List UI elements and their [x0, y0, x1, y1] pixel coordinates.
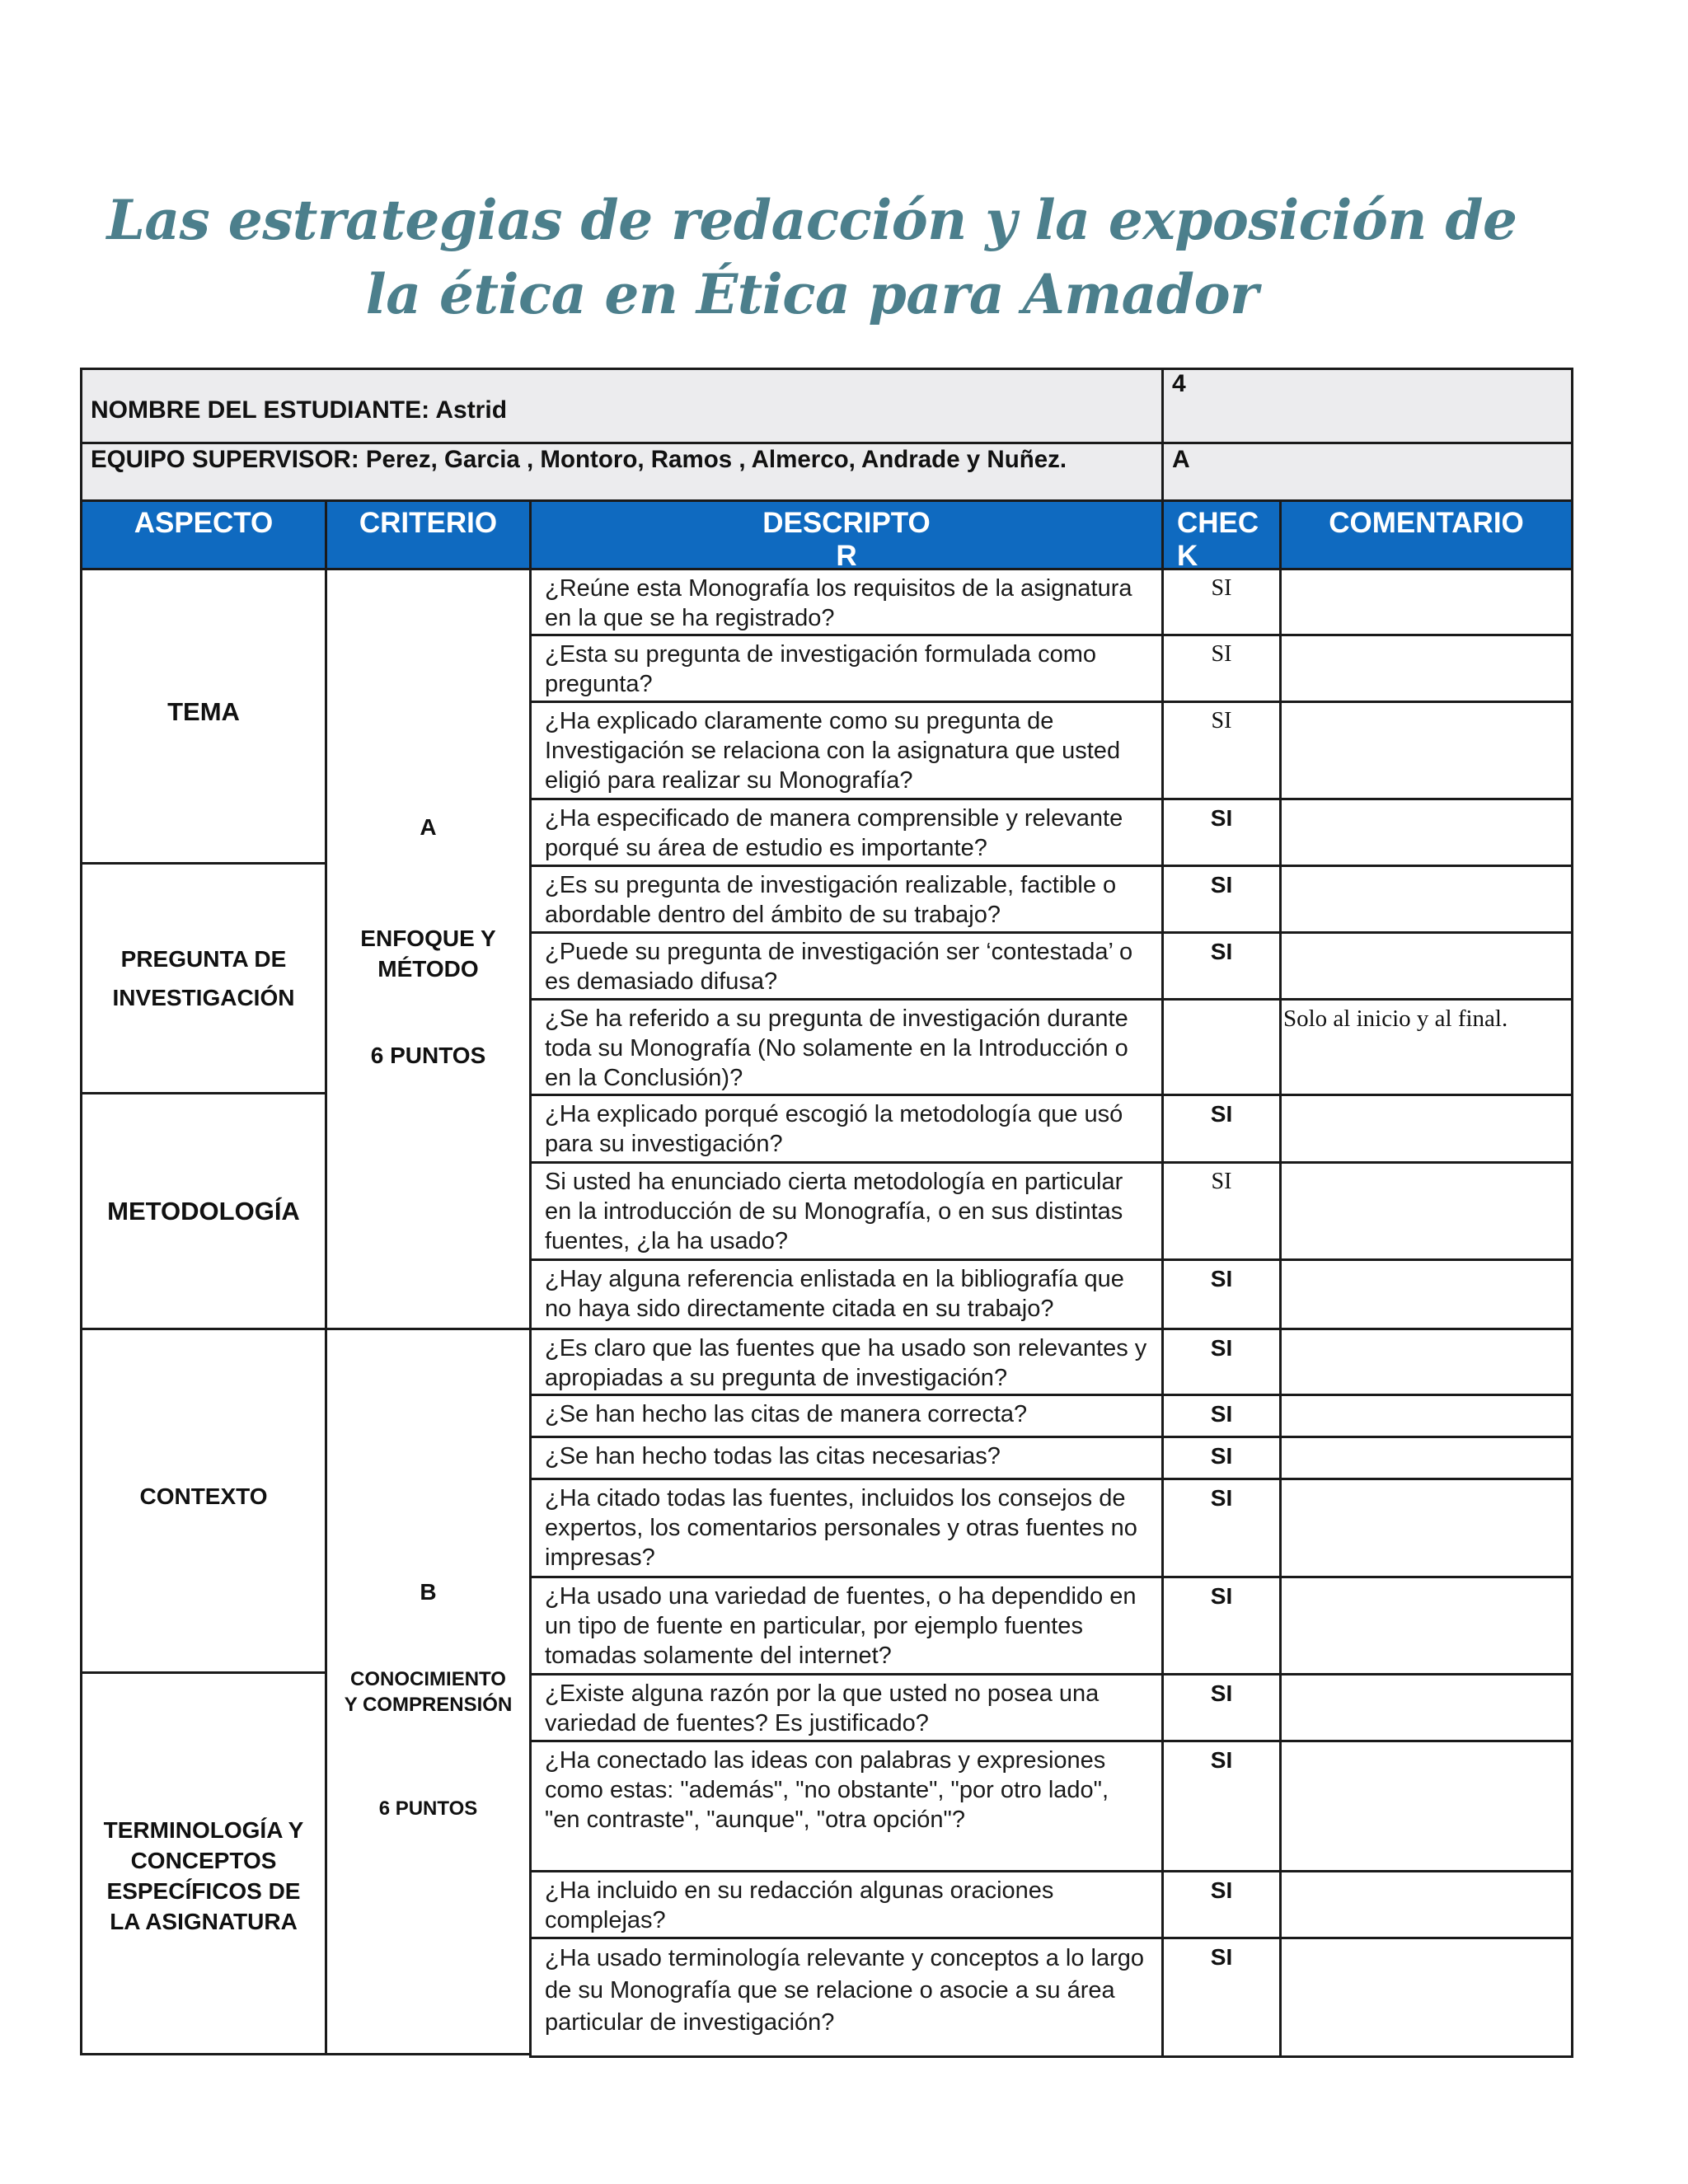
criterion-b-letter: B [420, 1579, 437, 1605]
descriptor-text: ¿Es su pregunta de investigación realizable, factible o abordable dentro del ámbito de su trabajo? [545, 872, 1117, 928]
comment-cell [1279, 1740, 1573, 1872]
aspect-tema [80, 568, 327, 865]
comment-cell [1279, 1478, 1573, 1578]
aspect-pregunta [80, 862, 327, 1094]
criterion-a-name-line-1: ENFOQUE Y [360, 926, 496, 951]
check-value: SI [1210, 1944, 1233, 1970]
descriptor-text: ¿Puede su pregunta de investigación ser ‘contestada’ o es demasiado difusa? [545, 939, 1133, 995]
aspect-terminologia-line-3: ESPECÍFICOS DE [106, 1878, 301, 1904]
descriptor-cell [529, 1161, 1164, 1261]
header-check-line-2: K [1177, 540, 1198, 570]
comment-cell [1279, 1673, 1573, 1742]
descriptor-cell [529, 1870, 1164, 1939]
check-cell [1161, 1478, 1282, 1578]
header-comentario-label: COMENTARIO [1329, 507, 1524, 539]
check-cell [1161, 1094, 1282, 1164]
descriptor-cell [529, 998, 1164, 1096]
descriptor-text: ¿Ha citado todas las fuentes, incluidos los consejos de expertos, los comentarios personales y otras fuentes no impresas? [545, 1485, 1137, 1571]
check-value: SI [1210, 1747, 1233, 1773]
descriptor-cell [529, 1436, 1164, 1480]
comment-cell [1279, 1328, 1573, 1396]
descriptor-text: ¿Ha especificado de manera comprensible y relevante porqué su área de estudio es importante? [545, 805, 1123, 861]
check-value: SI [1210, 1101, 1233, 1127]
student-value: 4 [1172, 370, 1186, 397]
criterion-a-name-line-2: MÉTODO [377, 956, 479, 982]
header-descriptor-line-2: R [836, 540, 857, 570]
check-value: SI [1210, 1443, 1233, 1469]
descriptor-cell [529, 798, 1164, 867]
check-cell [1161, 1740, 1282, 1872]
student-value-cell [1161, 368, 1573, 444]
check-value: SI [1210, 1266, 1233, 1291]
descriptor-cell [529, 1740, 1164, 1872]
check-value: SI [1210, 1485, 1233, 1511]
comment-cell [1279, 1161, 1573, 1261]
comment-cell [1279, 1937, 1573, 2058]
descriptor-text: ¿Existe alguna razón por la que usted no posea una variedad de fuentes? Es justificado? [545, 1680, 1100, 1736]
check-cell [1161, 568, 1282, 636]
aspect-metodologia-label: METODOLOGÍA [107, 1196, 300, 1226]
descriptor-text: ¿Esta su pregunta de investigación formulada como pregunta? [545, 641, 1096, 697]
check-cell [1161, 1937, 1282, 2058]
descriptor-cell [529, 568, 1164, 636]
descriptor-text: ¿Ha explicado porqué escogió la metodología que usó para su investigación? [545, 1101, 1123, 1157]
title-line-1: Las estrategias de redacción y la exposición de [106, 188, 1517, 252]
descriptor-cell [529, 1937, 1164, 2058]
descriptor-text: ¿Ha incluido en su redacción algunas oraciones complejas? [545, 1877, 1054, 1933]
aspect-contexto-label: CONTEXTO [139, 1483, 268, 1509]
aspect-tema-label: TEMA [167, 697, 240, 726]
header-check-line-1: CHEC [1177, 507, 1259, 539]
header-aspecto-label: ASPECTO [134, 507, 274, 539]
criterion-b-name-line-1: CONOCIMIENTO [350, 1668, 506, 1690]
aspect-terminologia [80, 1671, 327, 2055]
comment-text: Solo al inicio y al final. [1283, 1005, 1508, 1032]
comment-cell [1279, 1394, 1573, 1438]
header-aspecto [80, 499, 327, 570]
criterion-a-points: 6 PUNTOS [370, 1043, 486, 1068]
descriptor-cell [529, 1478, 1164, 1578]
descriptor-cell [529, 1328, 1164, 1396]
student-name-label: NOMBRE DEL ESTUDIANTE: Astrid [91, 396, 508, 424]
descriptor-cell [529, 1673, 1164, 1742]
team-label: EQUIPO SUPERVISOR: Perez, Garcia , Montoro, Ramos , Almerco, Andrade y Nuñez. [91, 446, 1067, 473]
descriptor-text: ¿Ha explicado claramente como su pregunta de Investigación se relaciona con la asignatura que usted eligió para realizar su Monografía? [545, 708, 1121, 794]
check-cell [1161, 1258, 1282, 1330]
check-cell [1161, 798, 1282, 867]
aspect-contexto [80, 1328, 327, 1674]
aspect-pregunta-line-1: PREGUNTA DE [120, 946, 287, 972]
descriptor-text: ¿Reúne esta Monografía los requisitos de la asignatura en la que se ha registrado? [545, 575, 1132, 631]
descriptor-text: ¿Ha usado terminología relevante y conceptos a lo largo de su Monografía que se relacione o asocie a su área particular de investigación? [545, 1945, 1145, 2036]
descriptor-cell [529, 931, 1164, 1001]
check-cell [1161, 865, 1282, 934]
header-comentario [1279, 499, 1573, 570]
check-value: SI [1211, 708, 1232, 733]
rubric-table [82, 370, 1576, 2058]
descriptor-cell [529, 1094, 1164, 1164]
descriptor-cell [529, 865, 1164, 934]
comment-cell [1279, 568, 1573, 636]
criterion-a [325, 568, 532, 1330]
check-value: SI [1210, 1583, 1233, 1609]
check-value: SI [1210, 939, 1233, 964]
descriptor-cell [529, 1258, 1164, 1330]
comment-cell [1279, 1258, 1573, 1330]
check-value: SI [1210, 1401, 1233, 1427]
check-cell [1161, 1576, 1282, 1675]
header-descriptor-line-1: DESCRIPTO [762, 507, 931, 539]
descriptor-text: ¿Se ha referido a su pregunta de investigación durante toda su Monografía (No solamente en la Introducción o en la Conclusión)? [545, 1005, 1128, 1091]
check-cell [1161, 1673, 1282, 1742]
check-cell [1161, 701, 1282, 800]
check-cell [1161, 1870, 1282, 1939]
team-value-cell [1161, 442, 1573, 502]
check-cell [1161, 1161, 1282, 1261]
criterion-b-name-line-2: Y COMPRENSIÓN [344, 1694, 513, 1716]
comment-cell [1279, 701, 1573, 800]
check-cell [1161, 931, 1282, 1001]
header-descriptor [529, 499, 1164, 570]
document-title [0, 183, 1624, 331]
descriptor-text: ¿Es claro que las fuentes que ha usado son relevantes y apropiadas a su pregunta de investigación? [545, 1335, 1147, 1391]
check-cell [1161, 634, 1282, 703]
check-value: SI [1210, 1680, 1233, 1706]
title-line-2: la ética en Ética para Amador [365, 262, 1259, 326]
comment-cell [1279, 1436, 1573, 1480]
check-value: SI [1211, 641, 1232, 667]
descriptor-text: ¿Ha conectado las ideas con palabras y expresiones como estas: "además", "no obstante", "por otro lado", "en contraste", "aunque", "otra opción"? [545, 1747, 1109, 1833]
comment-cell [1279, 1870, 1573, 1939]
comment-cell [1279, 1576, 1573, 1675]
descriptor-text: Si usted ha enunciado cierta metodología en particular en la introducción de su Monografía, o en sus distintas fuentes, ¿la ha usado? [545, 1169, 1123, 1254]
comment-cell [1279, 931, 1573, 1001]
check-cell [1161, 1394, 1282, 1438]
header-criterio-label: CRITERIO [359, 507, 498, 539]
check-value: SI [1211, 1169, 1232, 1194]
check-value: SI [1210, 1335, 1233, 1361]
check-value: SI [1211, 575, 1232, 601]
comment-cell [1279, 798, 1573, 867]
comment-cell [1279, 1094, 1573, 1164]
descriptor-text: ¿Se han hecho todas las citas necesarias? [545, 1443, 1001, 1469]
comment-cell [1279, 998, 1573, 1096]
aspect-terminologia-line-4: LA ASIGNATURA [110, 1909, 298, 1934]
descriptor-cell [529, 634, 1164, 703]
check-value: SI [1210, 1877, 1233, 1903]
check-value: SI [1210, 872, 1233, 898]
criterion-b-points: 6 PUNTOS [378, 1797, 478, 1820]
check-cell [1161, 1328, 1282, 1396]
check-cell [1161, 998, 1282, 1096]
header-criterio [325, 499, 532, 570]
descriptor-cell [529, 1394, 1164, 1438]
aspect-terminologia-line-2: CONCEPTOS [130, 1848, 277, 1873]
team-value: A [1172, 446, 1190, 473]
team-cell [80, 442, 1164, 502]
descriptor-text: ¿Hay alguna referencia enlistada en la bibliografía que no haya sido directamente citada en su trabajo? [545, 1266, 1124, 1322]
descriptor-cell [529, 1576, 1164, 1675]
student-name-cell [80, 368, 1164, 444]
comment-cell [1279, 634, 1573, 703]
descriptor-text: ¿Se han hecho las citas de manera correcta? [545, 1401, 1028, 1427]
aspect-pregunta-line-2: INVESTIGACIÓN [112, 985, 295, 1010]
criterion-a-name [327, 923, 529, 984]
criterion-a-letter: A [420, 814, 437, 840]
aspect-metodologia [80, 1092, 327, 1330]
descriptor-text: ¿Ha usado una variedad de fuentes, o ha dependido en un tipo de fuente en particular, por ejemplo fuentes tomadas solamente del internet? [545, 1583, 1137, 1669]
criterion-b-name [327, 1666, 529, 1718]
check-cell [1161, 1436, 1282, 1480]
header-check [1161, 499, 1282, 570]
descriptor-cell [529, 701, 1164, 800]
comment-cell [1279, 865, 1573, 934]
aspect-terminologia-line-1: TERMINOLOGÍA Y [103, 1817, 304, 1843]
check-value: SI [1210, 805, 1233, 831]
criterion-b [325, 1328, 532, 2055]
